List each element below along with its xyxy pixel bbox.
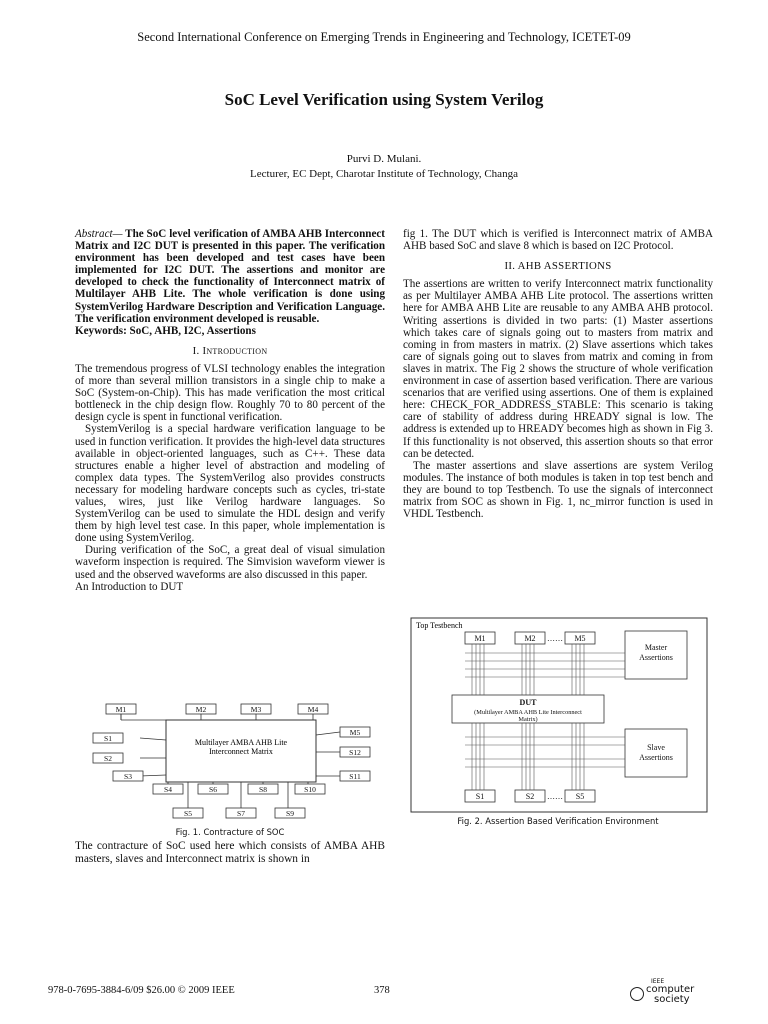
fig1-m4: M4	[307, 705, 319, 714]
fig2-top-label: Top Testbench	[416, 621, 463, 630]
figure-1-soc-diagram	[78, 700, 388, 825]
fig1-center-line1: Multilayer AMBA AHB Lite	[194, 738, 288, 747]
fig1-s1: S1	[104, 734, 112, 743]
section-heading-introduction: I. Introduction	[192, 344, 268, 357]
fig1-m1: M1	[115, 705, 127, 714]
section-heading-ahb-assertions: II. AHB ASSERTIONS	[504, 260, 612, 273]
keywords: Keywords: SoC, AHB, I2C, Assertions	[75, 324, 256, 337]
fig1-s3: S3	[124, 772, 132, 781]
assertions-paragraph-1: The assertions are written to verify Interconnect matrix functionality as per Multilayer AMBA AHB Lite protocol. The assertions written here for AMBA AHB Lite are reusable to any AMBA AHB protocol. Writing assertions is divided in two parts: (1) Master assertions which takes care of signals going out to masters from matrix and coming in from masters in matrix. (2) Slave assertions which takes care of signals going out to slaves from matrix and coming in from slaves in matrix. The Fig 2 shows the structure of whole verification environment in case of assertion based verification. There are various scenarios that are verified using assertions. One of them is explained here: CHECK_FOR_ADDRESS_STABLE: This scenario is taking care of stability of address during HREADY signal is low. The address is extended up to HREADY becomes high as shown in Fig 3. If this functionality is not observed, this assertion shouts so that error can be detected.	[403, 278, 713, 460]
abstract-label: Abstract—	[75, 228, 123, 240]
fig2-dut-line2: (Multilayer AMBA AHB Lite Interconnect	[474, 709, 582, 716]
author-affiliation: Lecturer, EC Dept, Charotar Institute of Technology, Changa	[250, 168, 518, 180]
fig2-slave-line1: Slave	[647, 743, 665, 752]
fig1-s11: S11	[349, 772, 361, 781]
fig2-m2: M2	[524, 634, 536, 643]
figure-2-verification-environment	[410, 617, 710, 815]
intro-paragraph-5: The contracture of SoC used here which consists of AMBA AHB masters, slaves and Interconnect matrix is shown in	[75, 840, 385, 865]
logo-line3: society	[654, 994, 690, 1005]
fig1-s2: S2	[104, 754, 112, 763]
fig2-s2: S2	[525, 792, 535, 801]
fig2-dut: DUT	[519, 698, 537, 707]
globe-icon	[630, 987, 644, 1001]
intro-paragraph-2: SystemVerilog is a special hardware verification language to be used in function verification. It provides the high-level data structures available in object-oriented languages, such as C++. These data structures enable a higher level of abstraction and modeling of complex data types. The SystemVerilog also provides constructs necessary for modeling hardware concepts such as cycles, tri-state values, wires, just like Verilog hardware languages. So SystemVerilog can be used to simulate the HDL design and verify them by high level test case. In this paper, whole implementation is done using SystemVerilog.	[75, 423, 385, 545]
fig1-s12: S12	[349, 748, 361, 757]
abstract-text: The SoC level verification of AMBA AHB Interconnect Matrix and I2C DUT is presented in this paper. The verification environment has been developed and test cases have been implemented for I2C DUT. The assertions and monitor are developed to check the functionality of Interconnect matrix of Multilayer AHB Lite. The whole verification is done using SystemVerilog Hardware Description and Verification Language. The verification environment developed is reusable.	[75, 228, 385, 325]
fig2-slave-line2: Assertions	[639, 753, 673, 762]
abstract	[75, 228, 385, 325]
footer-page-number: 378	[374, 985, 390, 996]
fig1-s4: S4	[164, 785, 172, 794]
fig1-s6: S6	[209, 785, 217, 794]
intro-paragraph-1: The tremendous progress of VLSI technology enables the integration of more than several million transistors in a single chip to make a SoC (System-on-Chip). This has made verification the most critical bottleneck in the chip design flow. Roughly 70 to 80 percent of the design cycle is spent in functional verification.	[75, 362, 385, 424]
fig2-dut-line3: Matrix)	[518, 716, 538, 723]
intro-dut-heading: An Introduction to DUT	[75, 580, 184, 593]
paper-title: SoC Level Verification using System Verilog	[224, 90, 544, 109]
intro-paragraph-3: During verification of the SoC, a great deal of visual simulation waveform inspection is required. The Simvision waveform viewer is used and the observed waveforms are also discussed in this paper.	[75, 544, 385, 581]
author-name: Purvi D. Mulani.	[346, 153, 422, 165]
logo-line1: IEEE	[651, 978, 665, 985]
fig1-s7: S7	[237, 809, 245, 818]
fig1-m2: M2	[195, 705, 207, 714]
fig2-dots-top: ……	[547, 634, 563, 643]
fig2-master-line1: Master	[644, 643, 668, 652]
fig1-s5: S5	[184, 809, 192, 818]
right-column	[403, 228, 713, 520]
fig2-m5: M5	[574, 634, 586, 643]
left-column-continued	[75, 840, 385, 866]
fig1-s9: S9	[286, 809, 294, 818]
fig2-m1: M1	[474, 634, 486, 643]
fig2-s1: S1	[475, 792, 485, 801]
fig1-m5: M5	[349, 728, 361, 737]
left-column	[75, 228, 385, 593]
fig2-dots-bottom: ……	[547, 792, 563, 801]
fig1-s8: S8	[259, 785, 267, 794]
assertions-paragraph-2: The master assertions and slave assertions are system Verilog modules. The instance of both modules is taken in top test bench and they are bound to top Testbench. To use the signals of interconnect matrix from SOC as shown in Fig. 1, nc_mirror function is used in VHDL Testbench.	[403, 459, 713, 521]
figure-2-caption: Fig. 2. Assertion Based Verification Environment	[457, 816, 659, 826]
right-paragraph-0: fig 1. The DUT which is verified is Interconnect matrix of AMBA AHB based SoC and slave 8 which is based on I2C Protocol.	[403, 228, 713, 253]
figure-1-caption: Fig. 1. Contracture of SOC	[175, 827, 285, 837]
fig1-center-line2: Interconnect Matrix	[209, 747, 273, 756]
conference-header: Second International Conference on Emerging Trends in Engineering and Technology, ICETET-09	[137, 30, 631, 44]
footer-isbn: 978-0-7695-3884-6/09 $26.00 © 2009 IEEE	[48, 985, 235, 996]
fig1-s10: S10	[304, 785, 316, 794]
fig2-s5: S5	[575, 792, 585, 801]
fig2-master-line2: Assertions	[639, 653, 673, 662]
ieee-computer-society-logo	[630, 978, 710, 1008]
fig1-m3: M3	[250, 705, 262, 714]
logo-line2: computer	[646, 984, 695, 995]
